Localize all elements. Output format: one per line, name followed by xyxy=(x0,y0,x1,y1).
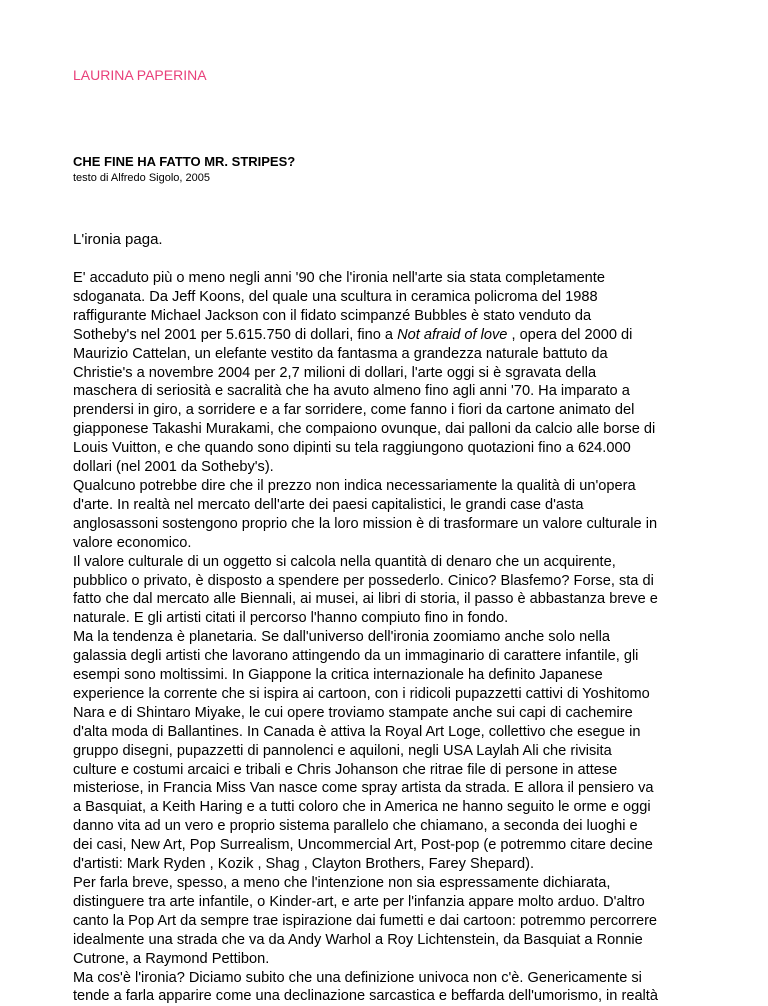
text-run: idealmente una strada che va da Andy Warhol a Roy Lichtenstein, da Basquiat a Ronnie xyxy=(73,931,643,948)
text-run: Louis Vuitton, e che quando sono dipinti su tela raggiungono quotazioni fino a 624.000 xyxy=(73,440,631,457)
text-run: Christie's a novembre 2004 per 2,7 milioni di dollari, l'arte oggi si è sgravata della xyxy=(73,364,597,381)
body-paragraph xyxy=(73,477,703,553)
text-line xyxy=(73,723,703,742)
text-run: Il valore culturale di un oggetto si calcola nella quantità di denaro che un acquirente, xyxy=(73,553,616,570)
text-run: danno vita ad un vero e proprio sistema parallelo che chiamano, a seconda dei luoghi e xyxy=(73,818,638,835)
article-body xyxy=(73,269,703,1006)
text-run: distinguere tra arte infantile, o Kinder-art, e arte per l'infanzia appare molto arduo. D'altro xyxy=(73,893,645,910)
text-run: experience la corrente che si ispira ai cartoon, con i ridicoli pupazzetti cattivi di Yoshitomo xyxy=(73,685,650,702)
text-line xyxy=(73,628,703,647)
text-run: d'alta moda di Ballantines. In Canada è attiva la Royal Art Loge, collettivo che esegue in xyxy=(73,723,641,740)
text-line xyxy=(73,912,703,931)
text-line xyxy=(73,798,703,817)
text-run: , opera del 2000 di xyxy=(507,326,633,343)
text-line xyxy=(73,345,703,364)
text-line xyxy=(73,288,703,307)
text-line xyxy=(73,458,703,477)
text-line xyxy=(73,307,703,326)
text-run: canto la Pop Art da sempre trae ispirazione dai fumetti e dai cartoon: potremmo percorrere xyxy=(73,912,658,929)
text-line xyxy=(73,950,703,969)
lead-sentence: L'ironia paga. xyxy=(73,231,163,248)
text-line xyxy=(73,836,703,855)
text-line xyxy=(73,382,703,401)
text-run: fatto che dal mercato alle Biennali, ai musei, ai libri di storia, il passo è abbastanza breve e xyxy=(73,591,658,608)
text-line xyxy=(73,874,703,893)
text-line xyxy=(73,364,703,383)
text-line xyxy=(73,609,703,628)
text-line xyxy=(73,779,703,798)
text-run: pubblico o privato, è disposto a spendere per possederlo. Cinico? Blasfemo? Forse, sta di xyxy=(73,572,654,589)
text-line xyxy=(73,572,703,591)
text-run: naturale. E gli artisti citati il percorso l'hanno compiuto fino in fondo. xyxy=(73,610,509,627)
body-paragraph xyxy=(73,628,703,874)
text-run: anglosassoni sostengono proprio che la loro mission è di trasformare un valore culturale in xyxy=(73,515,658,532)
text-run: maschera di seriosità e sacralità che ha avuto almeno fino agli anni '70. Ha imparato a xyxy=(73,383,630,400)
text-run: raffigurante Michael Jackson con il fidato scimpanzé Bubbles è stato venduto da xyxy=(73,307,592,324)
text-run: Ma la tendenza è planetaria. Se dall'universo dell'ironia zoomiamo anche solo nella xyxy=(73,629,610,646)
article-byline: testo di Alfredo Sigolo, 2005 xyxy=(73,172,210,184)
text-run: giapponese Takashi Murakami, che compaiono ovunque, dai palloni da calcio alle borse di xyxy=(73,421,656,438)
text-line xyxy=(73,590,703,609)
body-paragraph xyxy=(73,874,703,969)
text-line xyxy=(73,987,703,1006)
article-title: CHE FINE HA FATTO MR. STRIPES? xyxy=(73,154,296,169)
text-run: esempi sono moltissimi. In Giappone la critica internazionale ha definito Japanese xyxy=(73,667,603,684)
text-line xyxy=(73,326,703,345)
text-line xyxy=(73,855,703,874)
text-line xyxy=(73,439,703,458)
text-line xyxy=(73,761,703,780)
text-line xyxy=(73,269,703,288)
text-line xyxy=(73,704,703,723)
body-paragraph xyxy=(73,269,703,477)
text-run: culture e costumi arcaici e tribali e Chris Johanson che ritrae file di persone in attese xyxy=(73,761,618,778)
text-run: tende a farla apparire come una declinazione sarcastica e beffarda dell'umorismo, in realtà xyxy=(73,988,658,1005)
text-line xyxy=(73,647,703,666)
text-line xyxy=(73,496,703,515)
text-line xyxy=(73,420,703,439)
text-run: gruppo disegni, pupazzetti di pannolenci e aquiloni, negli USA Laylah Ali che rivisita xyxy=(73,742,612,759)
text-line xyxy=(73,666,703,685)
text-line xyxy=(73,553,703,572)
text-run: sdoganata. Da Jeff Koons, del quale una scultura in ceramica policroma del 1988 xyxy=(73,288,598,305)
text-run: Sotheby's nel 2001 per 5.615.750 di dollari, fino a xyxy=(73,326,398,343)
text-run: galassia degli artisti che lavorano attingendo da un immaginario di carattere infantile, gli xyxy=(73,648,639,665)
text-run: E' accaduto più o meno negli anni '90 che l'ironia nell'arte sia stata completamente xyxy=(73,270,605,286)
text-line xyxy=(73,534,703,553)
text-line xyxy=(73,969,703,988)
text-run: Qualcuno potrebbe dire che il prezzo non indica necessariamente la qualità di un'opera xyxy=(73,477,636,494)
text-line xyxy=(73,477,703,496)
text-line xyxy=(73,515,703,534)
text-run: a Basquiat, a Keith Haring e a tutti coloro che in America ne hanno seguito le orme e oggi xyxy=(73,799,651,816)
text-run: Maurizio Cattelan, un elefante vestito da fantasma a grandezza naturale battuto da xyxy=(73,345,608,362)
text-run: d'artisti: Mark Ryden , Kozik , Shag , Clayton Brothers, Farey Shepard). xyxy=(73,856,535,873)
text-run: valore economico. xyxy=(73,534,192,551)
text-line xyxy=(73,931,703,950)
text-line xyxy=(73,893,703,912)
artist-name: LAURINA PAPERINA xyxy=(73,67,207,83)
text-line xyxy=(73,817,703,836)
text-run: misteriose, in Francia Miss Van nasce come spray artista da strada. E allora il pensiero va xyxy=(73,780,654,797)
text-line xyxy=(73,685,703,704)
text-line xyxy=(73,401,703,420)
body-paragraph xyxy=(73,553,703,629)
text-run: dollari (nel 2001 da Sotheby's). xyxy=(73,459,274,476)
body-paragraph xyxy=(73,969,703,1006)
text-run: Cutrone, a Raymond Pettibon. xyxy=(73,950,270,967)
text-run: prendersi in giro, a sorridere e a far sorridere, come fanno i fiori da cartone animato del xyxy=(73,402,635,419)
text-run: Ma cos'è l'ironia? Diciamo subito che una definizione univoca non c'è. Genericamente si xyxy=(73,969,642,986)
text-line xyxy=(73,742,703,761)
text-run: d'arte. In realtà nel mercato dell'arte dei paesi capitalistici, le grandi case d'asta xyxy=(73,496,584,513)
text-run: dei casi, New Art, Pop Surrealism, Uncommercial Art, Post-pop (e potremmo citare decine xyxy=(73,837,653,854)
text-run: Nara e di Shintaro Miyake, le cui opere troviamo stampate anche sui capi di cachemire xyxy=(73,704,633,721)
italic-title: Not afraid of love xyxy=(397,326,508,343)
text-run: Per farla breve, spesso, a meno che l'intenzione non sia espressamente dichiarata, xyxy=(73,875,611,891)
